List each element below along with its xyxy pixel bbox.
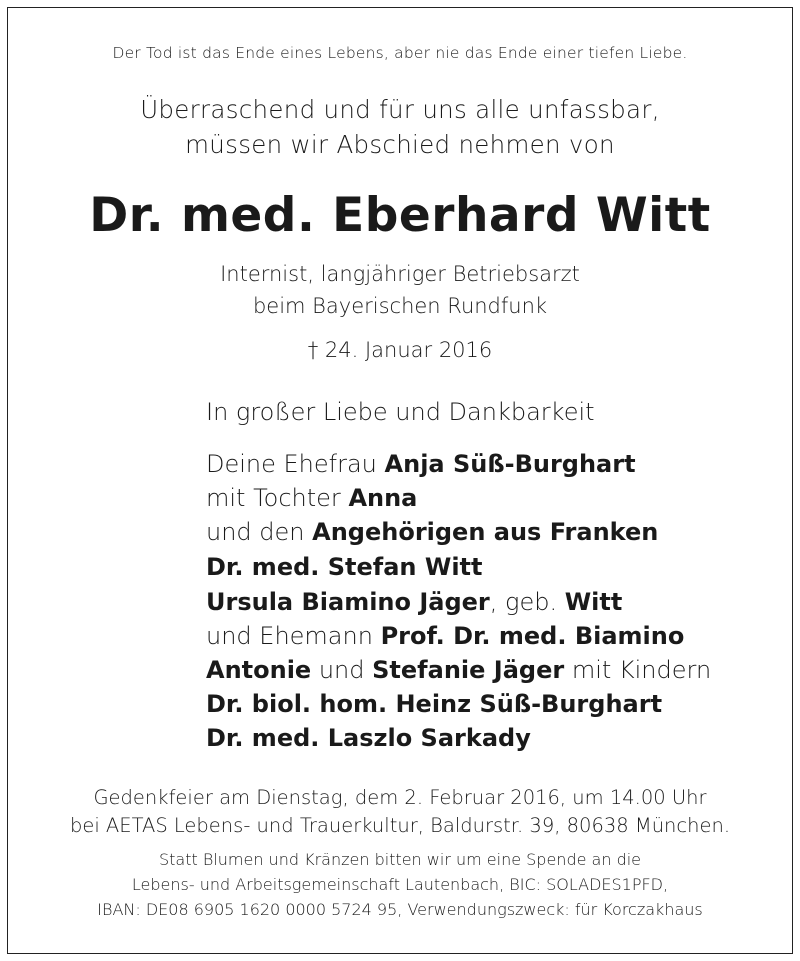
role-line-2: beim Bayerischen Rundfunk <box>252 294 548 318</box>
family-name: Anja Süß-Burghart <box>384 450 636 478</box>
death-date: † 24. Januar 2016 <box>307 338 493 362</box>
donation-line-1: Statt Blumen und Kränzen bitten wir um eine Spende an die <box>158 850 642 869</box>
family-line: und den Angehörigen aus Franken <box>206 518 659 546</box>
family-line: Ursula Biamino Jäger, geb. Witt <box>206 588 623 616</box>
family-line: und Ehemann Prof. Dr. med. Biamino <box>206 622 685 650</box>
family-name: Dr. med. Stefan Witt <box>206 553 483 581</box>
ceremony-line-1: Gedenkfeier am Dienstag, dem 2. Februar 2016, um 14.00 Uhr <box>93 786 707 809</box>
family-name: Dr. biol. hom. Heinz Süß-Burghart <box>206 690 663 718</box>
family-line: Antonie und Stefanie Jäger mit Kindern <box>206 656 712 684</box>
family-name: Prof. Dr. med. Biamino <box>380 622 685 650</box>
family-name: Antonie <box>206 656 312 684</box>
intro-line-2: müssen wir Abschied nehmen von <box>185 130 615 159</box>
role-line-1: Internist, langjähriger Betriebsarzt <box>220 262 580 286</box>
family-name: Dr. med. Laszlo Sarkady <box>206 724 531 752</box>
donation-line-2: Lebens- und Arbeitsgemeinschaft Lautenbach, BIC: SOLADES1PFD, <box>131 875 669 894</box>
ceremony-line-2: bei AETAS Lebens- und Trauerkultur, Baldurstr. 39, 80638 München. <box>69 814 731 837</box>
family-name: Ursula Biamino Jäger <box>206 588 490 616</box>
gratitude-text: In großer Liebe und Dankbarkeit <box>206 398 595 426</box>
deceased-name: Dr. med. Eberhard Witt <box>89 188 711 243</box>
intro-line-1: Überraschend und für uns alle unfassbar, <box>140 95 660 124</box>
family-name: Witt <box>564 588 623 616</box>
family-line <box>206 724 531 752</box>
family-line <box>206 690 662 718</box>
family-name: Angehörigen aus Franken <box>312 518 659 546</box>
family-line: mit Tochter Anna <box>206 484 418 512</box>
donation-line-3: IBAN: DE08 6905 1620 0000 5724 95, Verwendungszweck: für Korczakhaus <box>97 900 703 919</box>
family-line: Deine Ehefrau Anja Süß-Burghart <box>206 450 636 478</box>
family-name: Anna <box>348 484 418 512</box>
family-name: Stefanie Jäger <box>372 656 565 684</box>
family-line <box>206 553 483 581</box>
motto-text: Der Tod ist das Ende eines Lebens, aber nie das Ende einer tiefen Liebe. <box>112 44 688 62</box>
